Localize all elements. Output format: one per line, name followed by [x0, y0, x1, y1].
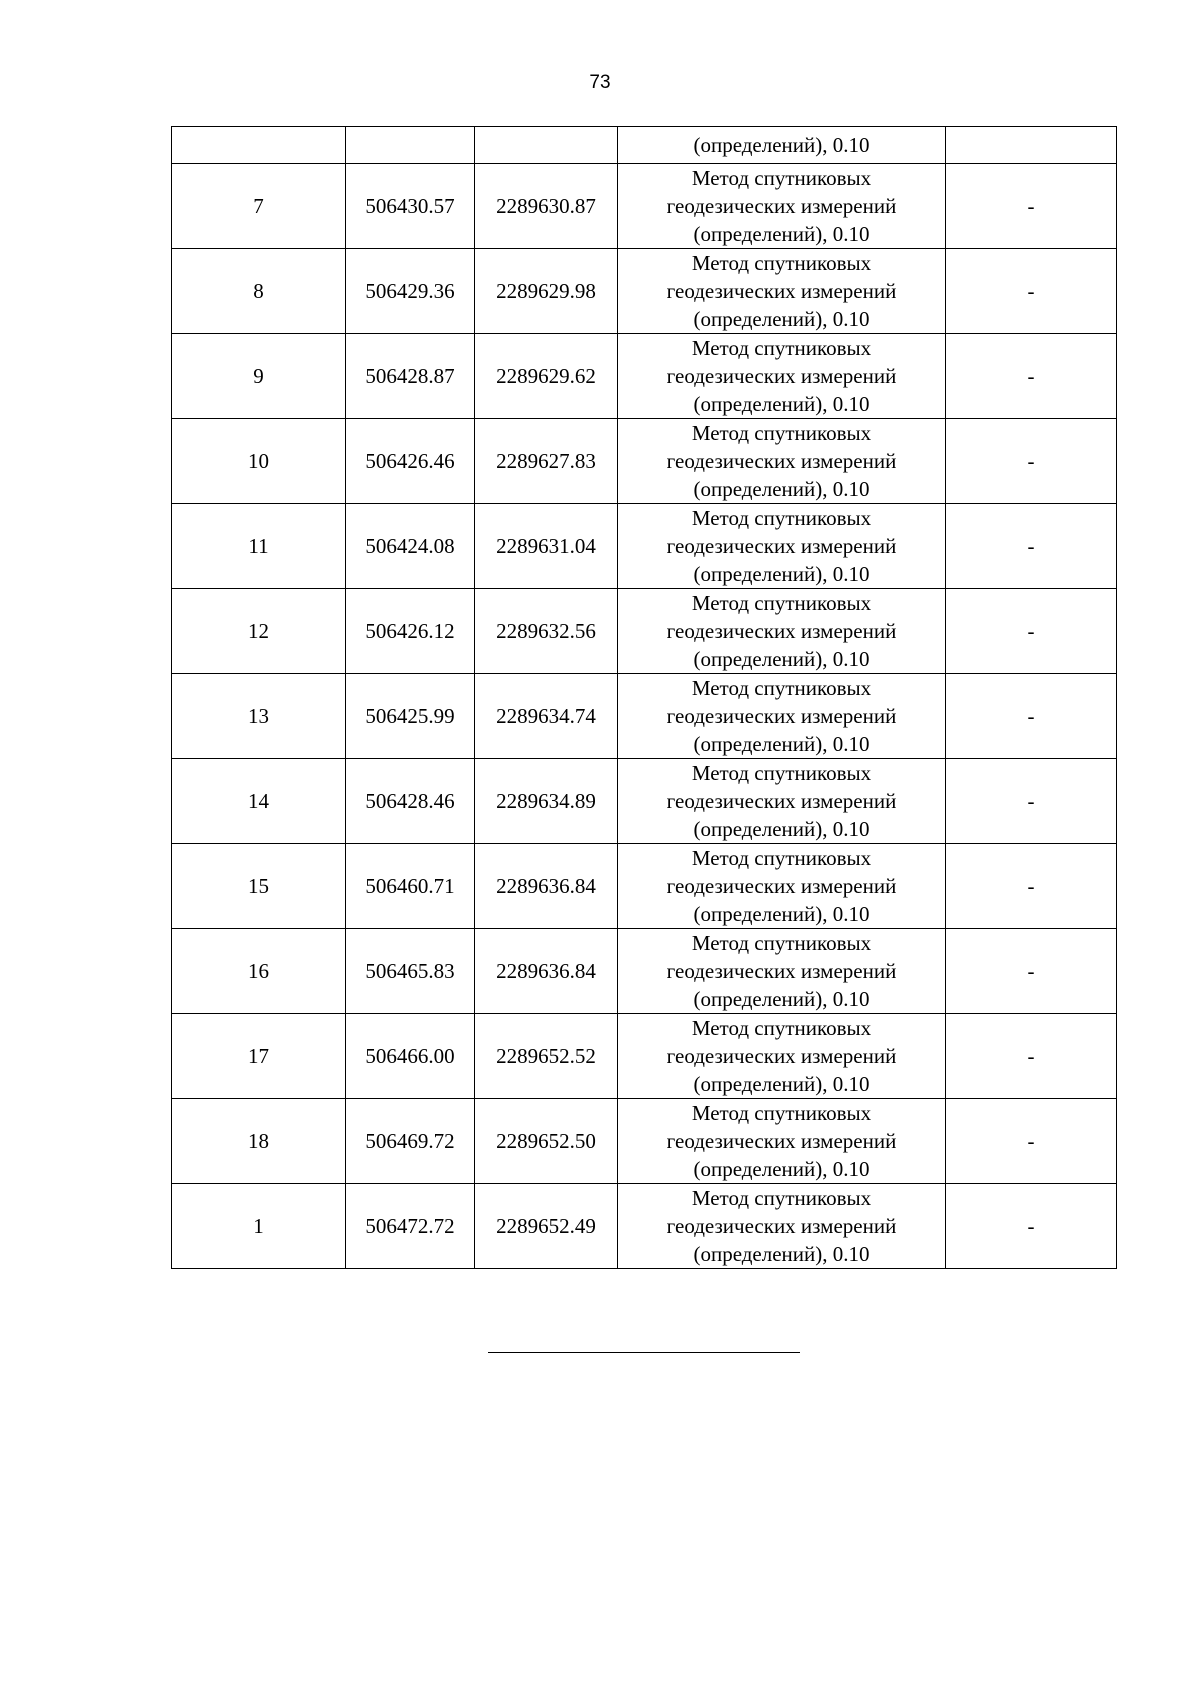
- method-text-line: (определений), 0.10: [693, 307, 870, 331]
- method-text-line: (определений), 0.10: [693, 732, 870, 756]
- method-cell: [618, 249, 946, 334]
- method-text-line: (определений), 0.10: [693, 392, 870, 416]
- method-text-line: Метод спутниковых: [691, 591, 872, 615]
- x-coordinate-cell: 506424.08: [346, 504, 475, 589]
- table-row: [172, 249, 1117, 334]
- method-cell: [618, 759, 946, 844]
- table-row: [172, 844, 1117, 929]
- method-text-line: геодезических измерений: [666, 534, 897, 558]
- point-number-cell: 12: [172, 589, 346, 674]
- x-coordinate-cell: 506428.46: [346, 759, 475, 844]
- point-number-cell: 11: [172, 504, 346, 589]
- point-number-cell: 14: [172, 759, 346, 844]
- table-row: [172, 419, 1117, 504]
- method-cell: [618, 1099, 946, 1184]
- method-text-line: Метод спутниковых: [691, 166, 872, 190]
- description-cell: -: [946, 844, 1117, 929]
- x-coordinate-cell: [346, 127, 475, 164]
- method-text-line: (определений), 0.10: [693, 817, 870, 841]
- y-coordinate-cell: 2289652.50: [475, 1099, 618, 1184]
- page-number: 73: [589, 72, 611, 93]
- method-cell: [618, 844, 946, 929]
- description-cell: -: [946, 759, 1117, 844]
- x-coordinate-cell: 506465.83: [346, 929, 475, 1014]
- y-coordinate-cell: 2289631.04: [475, 504, 618, 589]
- method-text-line: (определений), 0.10: [693, 222, 870, 246]
- table-row: [172, 504, 1117, 589]
- method-text-line: Метод спутниковых: [691, 251, 872, 275]
- method-text-line: геодезических измерений: [666, 1044, 897, 1068]
- method-text-line: (определений), 0.10: [693, 1242, 870, 1266]
- method-cell: [618, 1184, 946, 1269]
- method-text-line: геодезических измерений: [666, 279, 897, 303]
- table-row: [172, 929, 1117, 1014]
- method-text-line: Метод спутниковых: [691, 761, 872, 785]
- x-coordinate-cell: 506426.12: [346, 589, 475, 674]
- x-coordinate-cell: 506472.72: [346, 1184, 475, 1269]
- description-cell: -: [946, 164, 1117, 249]
- point-number-cell: 13: [172, 674, 346, 759]
- method-text-line: геодезических измерений: [666, 874, 897, 898]
- table-row: [172, 1184, 1117, 1269]
- description-cell: -: [946, 1184, 1117, 1269]
- method-cell: [618, 674, 946, 759]
- method-text-line: Метод спутниковых: [691, 336, 872, 360]
- description-cell: -: [946, 1014, 1117, 1099]
- method-text-line: (определений), 0.10: [693, 562, 870, 586]
- point-number-cell: [172, 127, 346, 164]
- table-row: [172, 759, 1117, 844]
- description-cell: [946, 127, 1117, 164]
- description-cell: -: [946, 504, 1117, 589]
- point-number-cell: 10: [172, 419, 346, 504]
- method-text-line: геодезических измерений: [666, 619, 897, 643]
- description-cell: -: [946, 589, 1117, 674]
- y-coordinate-cell: 2289634.74: [475, 674, 618, 759]
- method-text-line: Метод спутниковых: [691, 1016, 872, 1040]
- continuation-row: [172, 127, 1117, 164]
- method-cell: [618, 419, 946, 504]
- point-number-cell: 1: [172, 1184, 346, 1269]
- table-body: [172, 127, 1117, 1269]
- y-coordinate-cell: 2289627.83: [475, 419, 618, 504]
- method-text-line: геодезических измерений: [666, 194, 897, 218]
- method-text-line: Метод спутниковых: [691, 1101, 872, 1125]
- method-text-line: Метод спутниковых: [691, 676, 872, 700]
- method-text-line: (определений), 0.10: [693, 902, 870, 926]
- method-text-line: Метод спутниковых: [691, 931, 872, 955]
- y-coordinate-cell: 2289630.87: [475, 164, 618, 249]
- method-cell: [618, 929, 946, 1014]
- description-cell: -: [946, 249, 1117, 334]
- y-coordinate-cell: 2289629.98: [475, 249, 618, 334]
- x-coordinate-cell: 506428.87: [346, 334, 475, 419]
- y-coordinate-cell: 2289636.84: [475, 844, 618, 929]
- y-coordinate-cell: 2289629.62: [475, 334, 618, 419]
- y-coordinate-cell: 2289634.89: [475, 759, 618, 844]
- description-cell: -: [946, 674, 1117, 759]
- point-number-cell: 7: [172, 164, 346, 249]
- point-number-cell: 15: [172, 844, 346, 929]
- point-number-cell: 8: [172, 249, 346, 334]
- table-row: [172, 589, 1117, 674]
- description-cell: -: [946, 334, 1117, 419]
- method-text-line: (определений), 0.10: [693, 987, 870, 1011]
- y-coordinate-cell: 2289632.56: [475, 589, 618, 674]
- table-row: [172, 164, 1117, 249]
- method-cell: [618, 164, 946, 249]
- method-text-line: Метод спутниковых: [691, 421, 872, 445]
- x-coordinate-cell: 506466.00: [346, 1014, 475, 1099]
- point-number-cell: 9: [172, 334, 346, 419]
- x-coordinate-cell: 506425.99: [346, 674, 475, 759]
- x-coordinate-cell: 506426.46: [346, 419, 475, 504]
- x-coordinate-cell: 506460.71: [346, 844, 475, 929]
- table-row: [172, 1014, 1117, 1099]
- method-text-line: (определений), 0.10: [693, 647, 870, 671]
- end-of-document-rule: [488, 1352, 800, 1353]
- method-text-line: (определений), 0.10: [693, 1157, 870, 1181]
- method-text-line: Метод спутниковых: [691, 1186, 872, 1210]
- method-cell: [618, 589, 946, 674]
- table-row: [172, 674, 1117, 759]
- method-cell: [618, 1014, 946, 1099]
- y-coordinate-cell: 2289652.49: [475, 1184, 618, 1269]
- method-text-line: геодезических измерений: [666, 789, 897, 813]
- description-cell: -: [946, 419, 1117, 504]
- point-number-cell: 18: [172, 1099, 346, 1184]
- method-text-line: геодезических измерений: [666, 364, 897, 388]
- method-text-line: геодезических измерений: [666, 704, 897, 728]
- method-text-line: геодезических измерений: [666, 1214, 897, 1238]
- x-coordinate-cell: 506429.36: [346, 249, 475, 334]
- method-cell: [618, 334, 946, 419]
- y-coordinate-cell: 2289652.52: [475, 1014, 618, 1099]
- y-coordinate-cell: [475, 127, 618, 164]
- x-coordinate-cell: 506469.72: [346, 1099, 475, 1184]
- method-text-line: геодезических измерений: [666, 449, 897, 473]
- description-cell: -: [946, 1099, 1117, 1184]
- method-text-line: геодезических измерений: [666, 1129, 897, 1153]
- point-number-cell: 17: [172, 1014, 346, 1099]
- method-text-line: (определений), 0.10: [693, 1072, 870, 1096]
- method-text-line: Метод спутниковых: [691, 506, 872, 530]
- y-coordinate-cell: 2289636.84: [475, 929, 618, 1014]
- x-coordinate-cell: 506430.57: [346, 164, 475, 249]
- coordinates-table: [171, 126, 1117, 1269]
- method-text-line: Метод спутниковых: [691, 846, 872, 870]
- point-number-cell: 16: [172, 929, 346, 1014]
- table-row: [172, 1099, 1117, 1184]
- method-text-line: (определений), 0.10: [693, 477, 870, 501]
- method-cell: [618, 504, 946, 589]
- method-cell: (определений), 0.10: [618, 127, 946, 164]
- table-row: [172, 334, 1117, 419]
- description-cell: -: [946, 929, 1117, 1014]
- method-text-line: геодезических измерений: [666, 959, 897, 983]
